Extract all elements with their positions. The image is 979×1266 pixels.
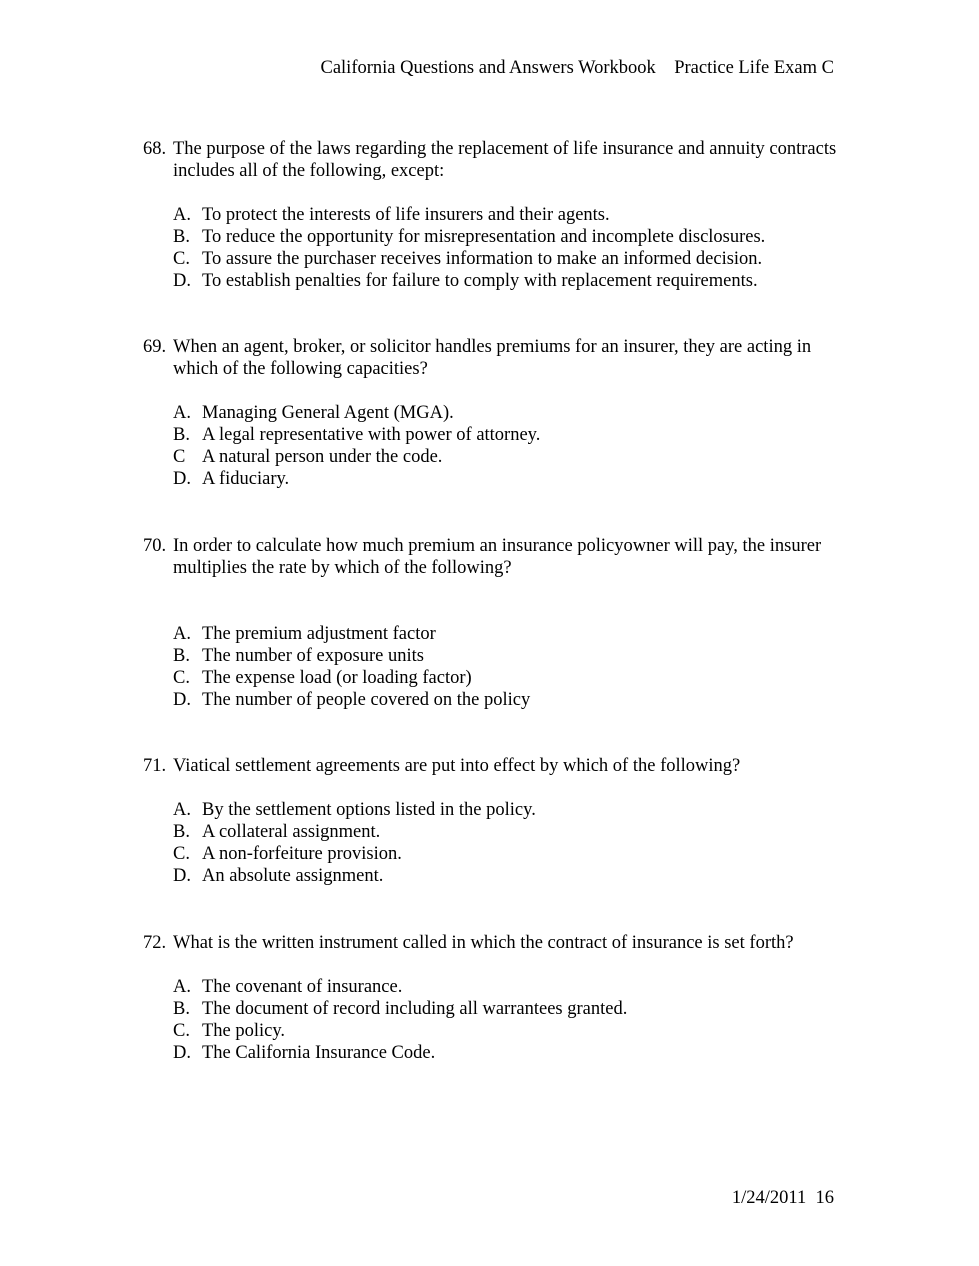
- option-text: To reduce the opportunity for misrepresentation and incomplete disclosures.: [202, 227, 766, 247]
- question-text: The purpose of the laws regarding the replacement of life insurance and annuity contracts includes all of the following, except:: [173, 139, 837, 181]
- option-text: A non-forfeiture provision.: [202, 844, 402, 864]
- question-number: 72.: [143, 933, 167, 953]
- answer-option: [173, 1042, 843, 1064]
- answer-option: [173, 667, 843, 689]
- answer-option: [173, 689, 843, 711]
- option-letter: D.: [173, 469, 191, 489]
- option-text: The document of record including all warrantees granted.: [202, 999, 628, 1019]
- question-71: [143, 755, 843, 887]
- option-letter: B.: [173, 822, 190, 842]
- question-number: 71.: [143, 756, 167, 776]
- answer-option: [173, 248, 843, 270]
- option-letter: A.: [173, 205, 191, 225]
- question-number: 69.: [143, 337, 167, 357]
- option-text: A fiduciary.: [202, 469, 290, 489]
- option-letter: C.: [173, 1021, 190, 1041]
- option-text: Managing General Agent (MGA).: [202, 403, 454, 423]
- answer-option: [173, 645, 843, 667]
- option-text: A natural person under the code.: [202, 447, 443, 467]
- option-text: A collateral assignment.: [202, 822, 381, 842]
- option-text: The covenant of insurance.: [202, 977, 403, 997]
- option-letter: D.: [173, 690, 191, 710]
- option-letter: D.: [173, 866, 191, 886]
- option-text: By the settlement options listed in the policy.: [202, 800, 536, 820]
- answer-option: [173, 402, 843, 424]
- question-stem: [143, 535, 843, 579]
- question-stem: [143, 932, 843, 954]
- answer-option: [173, 821, 843, 843]
- option-text: The premium adjustment factor: [202, 624, 436, 644]
- question-69: [143, 336, 843, 490]
- answer-option: [173, 446, 843, 468]
- question-70: [143, 535, 843, 711]
- answer-options: [173, 402, 843, 490]
- answer-options: [173, 623, 843, 711]
- answer-option: [173, 865, 843, 887]
- exam-title: Practice Life Exam C: [674, 58, 834, 78]
- option-letter: A.: [173, 624, 191, 644]
- answer-option: [173, 226, 843, 248]
- answer-options: [173, 976, 843, 1064]
- answer-option: [173, 998, 843, 1020]
- option-text: The expense load (or loading factor): [202, 668, 472, 688]
- option-letter: B.: [173, 646, 190, 666]
- answer-option: [173, 270, 843, 292]
- question-stem: [143, 755, 843, 777]
- option-letter: B.: [173, 227, 190, 247]
- option-letter: D.: [173, 1043, 191, 1063]
- answer-option: [173, 799, 843, 821]
- answer-option: [173, 843, 843, 865]
- option-text: To establish penalties for failure to comply with replacement requirements.: [202, 271, 758, 291]
- answer-options: [173, 799, 843, 887]
- option-letter: A.: [173, 977, 191, 997]
- option-text: The number of exposure units: [202, 646, 424, 666]
- option-text: To protect the interests of life insurers and their agents.: [202, 205, 610, 225]
- option-letter: A.: [173, 403, 191, 423]
- option-text: To assure the purchaser receives information to make an informed decision.: [202, 249, 763, 269]
- question-text: What is the written instrument called in which the contract of insurance is set forth?: [173, 933, 794, 953]
- option-letter: C.: [173, 844, 190, 864]
- answer-option: [173, 623, 843, 645]
- option-letter: C.: [173, 249, 190, 269]
- question-72: [143, 932, 843, 1064]
- option-text: The number of people covered on the policy: [202, 690, 531, 710]
- footer-date: 1/24/2011: [731, 1188, 807, 1208]
- answer-options: [173, 204, 843, 292]
- question-stem: [143, 336, 843, 380]
- question-number: 68.: [143, 139, 167, 159]
- option-letter: C: [173, 447, 186, 467]
- option-text: An absolute assignment.: [202, 866, 384, 886]
- question-68: [143, 138, 843, 292]
- page-footer: [0, 1187, 834, 1209]
- option-letter: A.: [173, 800, 191, 820]
- page-number: 16: [815, 1188, 834, 1208]
- answer-option: [173, 424, 843, 446]
- question-text: Viatical settlement agreements are put into effect by which of the following?: [173, 756, 741, 776]
- answer-option: [173, 1020, 843, 1042]
- option-letter: B.: [173, 425, 190, 445]
- option-letter: C.: [173, 668, 190, 688]
- option-letter: D.: [173, 271, 191, 291]
- page-header: [0, 57, 834, 79]
- option-text: The California Insurance Code.: [202, 1043, 436, 1063]
- answer-option: [173, 468, 843, 490]
- option-letter: B.: [173, 999, 190, 1019]
- answer-option: [173, 204, 843, 226]
- option-text: A legal representative with power of attorney.: [202, 425, 541, 445]
- question-stem: [143, 138, 843, 182]
- question-number: 70.: [143, 536, 167, 556]
- workbook-title: California Questions and Answers Workbook: [320, 58, 656, 78]
- answer-option: [173, 976, 843, 998]
- question-text: In order to calculate how much premium an insurance policyowner will pay, the insurer multiplies the rate by which of the following?: [173, 536, 822, 578]
- option-text: The policy.: [202, 1021, 286, 1041]
- question-text: When an agent, broker, or solicitor handles premiums for an insurer, they are acting in which of the following capacities?: [173, 337, 812, 379]
